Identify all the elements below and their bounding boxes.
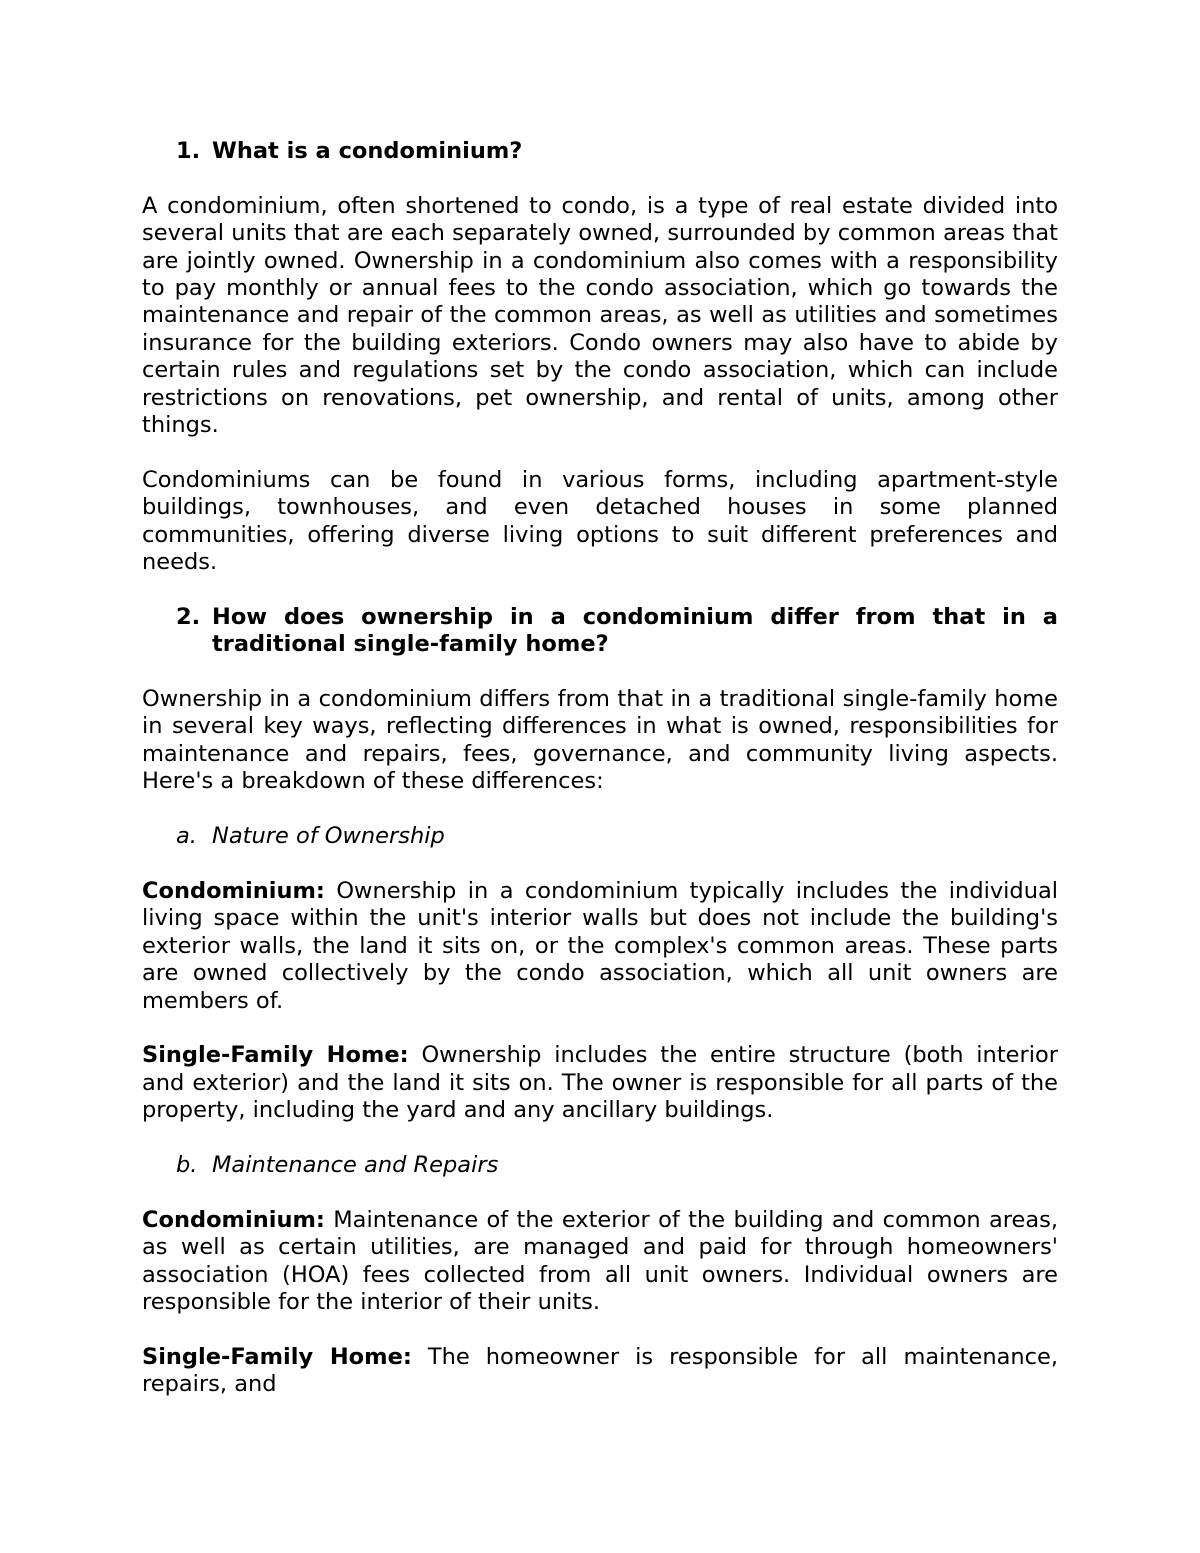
- subsection-b-condo-label: Condominium:: [142, 1206, 325, 1233]
- subsection-a-heading: [142, 823, 1058, 850]
- subsection-a-sfh-label: Single-Family Home:: [142, 1042, 409, 1069]
- question-2-heading: [142, 604, 1058, 659]
- question-1-title: What is a condominium?: [212, 138, 523, 164]
- subsection-b-sfh-paragraph: [142, 1344, 1058, 1399]
- subsection-b-number: b.: [176, 1151, 198, 1178]
- subsection-a-sfh-paragraph: [142, 1042, 1058, 1124]
- document-page: [142, 138, 1058, 1399]
- subsection-a-condo-paragraph: [142, 878, 1058, 1015]
- subsection-b-condo-paragraph: [142, 1207, 1058, 1317]
- question-1-heading: [142, 138, 1058, 165]
- subsection-b-sfh-label: Single-Family Home:: [142, 1343, 412, 1370]
- question-1-paragraph-1: A condominium, often shortened to condo, is a type of real estate divided into several units that are each separately owned, surrounded by common areas that are jointly owned. Ownership in a condominium also comes with a responsibility to pay monthly or annual fees to the condo association, which go towards the maintenance and repair of the common areas, as well as utilities and sometimes insurance for the building exteriors. Condo owners may also have to abide by certain rules and regulations set by the condo association, which can include restrictions on renovations, pet ownership, and rental of units, among other things.: [142, 192, 1058, 439]
- subsection-a-title: Nature of Ownership: [212, 823, 445, 850]
- question-1-paragraph-2: Condominiums can be found in various forms, including apartment-style buildings, townhouses, and even detached houses in some planned communities, offering diverse living options to suit different preferences and needs.: [142, 466, 1058, 576]
- subsection-a-number: a.: [176, 823, 197, 850]
- question-2-intro: Ownership in a condominium differs from that in a traditional single-family home in several key ways, reflecting differences in what is owned, responsibilities for maintenance and repairs, fees, governance, and community living aspects. Here's a breakdown of these differences:: [142, 686, 1058, 795]
- subsection-a-sfh-text: Ownership includes the entire structure (both interior and exterior) and the land it sits on. The owner is responsible for all parts of the property, including the yard and any ancillary buildings.: [142, 1042, 1058, 1124]
- subsection-b-heading: [142, 1152, 1058, 1179]
- question-1-number: 1.: [176, 138, 201, 164]
- subsection-a-condo-text: Ownership in a condominium typically includes the individual living space within the unit's interior walls but does not include the building's exterior walls, the land it sits on, or the complex's common areas. These parts are owned collectively by the condo association, which all unit owners are members of.: [142, 877, 1058, 1014]
- subsection-b-condo-text: Maintenance of the exterior of the building and common areas, as well as certain utilities, are managed and paid for through homeowners' association (HOA) fees collected from all unit owners. Individual owners are responsible for the interior of their units.: [142, 1206, 1058, 1315]
- question-2-title: How does ownership in a condominium differ from that in a traditional single-family home?: [212, 603, 1058, 658]
- subsection-b-sfh-text: The homeowner is responsible for all maintenance, repairs, and: [142, 1343, 1058, 1398]
- subsection-a-condo-label: Condominium:: [142, 877, 325, 904]
- question-2-number: 2.: [176, 603, 201, 630]
- subsection-b-title: Maintenance and Repairs: [212, 1151, 499, 1178]
